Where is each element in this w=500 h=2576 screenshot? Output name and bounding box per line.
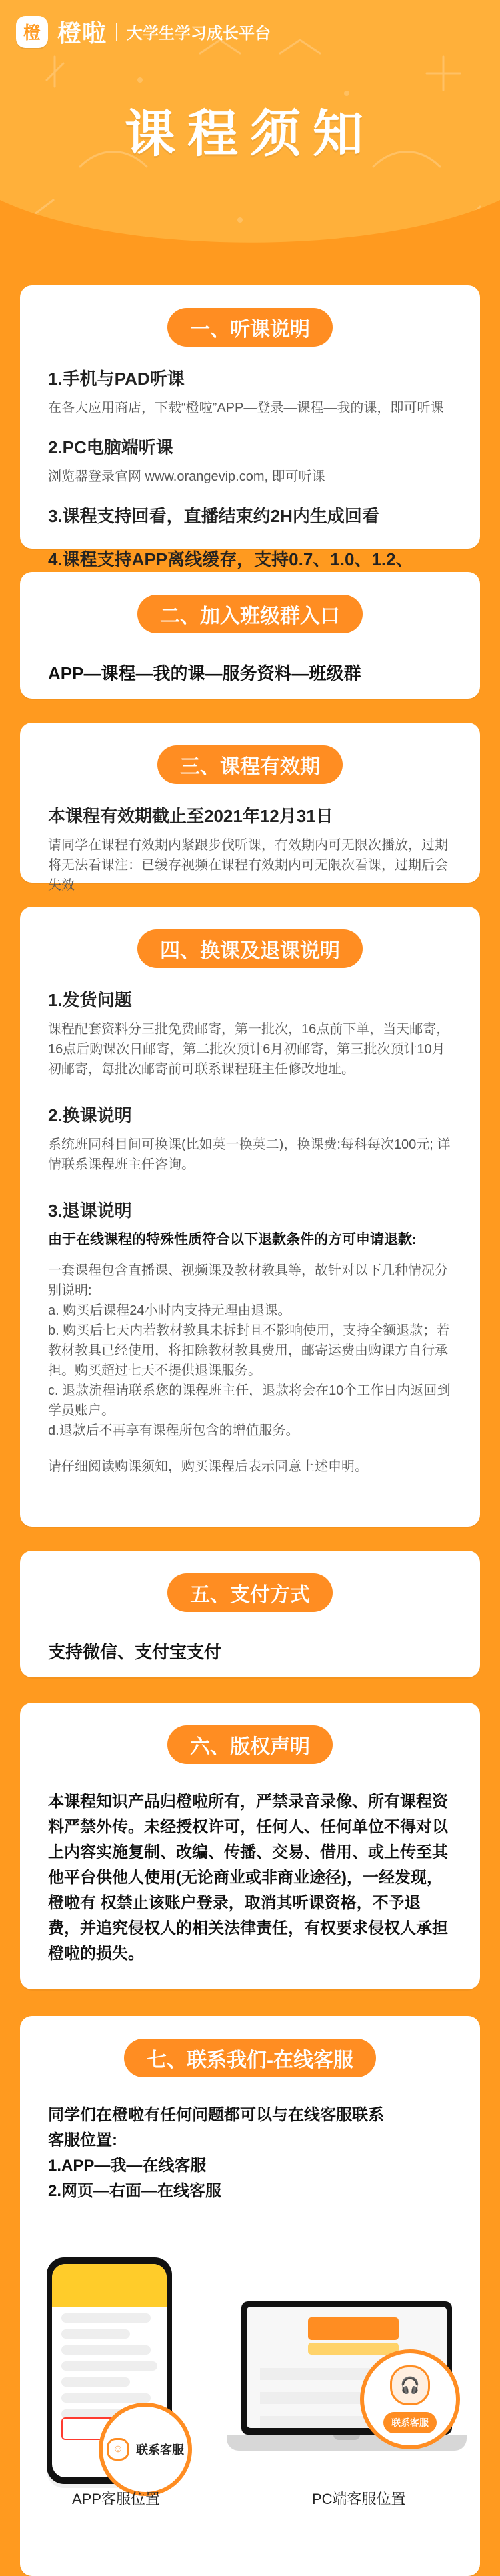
section-body-5 — [48, 1639, 452, 1665]
hero-curve — [0, 200, 500, 253]
phone-line — [61, 2393, 151, 2403]
listen-heading-2: 2.PC电脑端听课 — [48, 437, 173, 457]
contact-mockups — [20, 2249, 480, 2509]
listen-text-1: 在各大应用商店，下载“橙啦”APP—登录—课程—我的课，即可听课 — [48, 401, 444, 415]
phone-line — [61, 2313, 151, 2323]
section-title-pill-7: 七、联系我们-在线客服 — [124, 2039, 376, 2077]
section-card-2 — [20, 572, 480, 699]
listen-heading-1: 1.手机与PAD听课 — [48, 369, 185, 389]
section-title-pill-4: 四、换课及退课说明 — [137, 929, 363, 968]
page-title: 课程须知 — [125, 106, 375, 163]
section-body-6 — [48, 1789, 452, 1967]
contact-line-0: 同学们在橙啦有任何问题都可以与在线客服联系 — [48, 2106, 384, 2124]
contact-line-2: 1.APP—我—在线客服 — [48, 2157, 207, 2175]
exchange-heading: 2.换课说明 — [48, 1105, 132, 1125]
refund-line-a: a. 购买后课程24小时内支持无理由退课。 — [48, 1303, 291, 1318]
pc-service-magnifier — [360, 2349, 460, 2449]
logo-text: 橙啦 — [57, 19, 107, 47]
brand — [16, 15, 271, 49]
section-card-3 — [20, 723, 480, 893]
refund-line-0: 一套课程包含直播课、视频课及教材教具等，故针对以下几种情况分别说明: — [48, 1263, 448, 1298]
brand-subtitle: 大学生学习成长平台 — [127, 25, 271, 43]
section-title-pill-6: 六、版权声明 — [167, 1725, 333, 1764]
section-body-2 — [48, 660, 452, 687]
section-card-5 — [20, 1551, 480, 1677]
listen-heading-4: 4.课程支持APP离线缓存，支持0.7、1.0、1.2、 — [48, 549, 413, 569]
refund-subheading: 由于在线课程的特殊性质符合以下退款条件的方可申请退款: — [48, 1232, 417, 1247]
pc-service-bubble-text: 联系客服 — [383, 2412, 437, 2433]
section-body-3 — [48, 803, 452, 895]
listen-text-2: 浏览器登录官网 www.orangevip.com, 即可听课 — [48, 469, 325, 484]
headset-icon: 🎧 — [390, 2365, 430, 2405]
phone-line — [61, 2361, 157, 2371]
phone-line — [61, 2329, 130, 2339]
exchange-text: 系统班同科目间可换课(比如英一换英二)，换课费:每科每次100元; 详情联系课程班主任咨询。 — [48, 1137, 451, 1172]
section-body-1 — [48, 365, 452, 603]
shipping-text: 课程配套资料分三批免费邮寄，第一批次，16点前下单，当天邮寄，16点后购课次日邮寄，第二批次预计6月初邮寄，第三批次预计10月初邮寄，每批次邮寄前可联系课程班主任修改地址。 — [48, 1022, 450, 1077]
section-card-7 — [20, 2016, 480, 2576]
hero-banner — [0, 0, 500, 253]
section-body-7 — [48, 2103, 452, 2204]
logo-mark-icon: 橙 — [16, 16, 48, 48]
refund-heading: 3.退课说明 — [48, 1201, 132, 1221]
laptop-banner — [308, 2317, 399, 2340]
refund-line-d: d.退款后不再享有课程所包含的增值服务。 — [48, 1423, 299, 1438]
phone-top-bar — [52, 2264, 167, 2307]
copyright-text: 本课程知识产品归橙啦所有，严禁录音录像、所有课程资料严禁外传。未经授权许可，任何人、任何单位不得对以上内容实施复制、改编、传播、交易、借用、或上传至其他平台供他人使用(无论商业或非商业途径)，一经发现，橙啦有 权禁止该账户登录，取消其听课资格，不予退费，并追究侵权人的相关法律责任，有权要求侵权人承担橙啦的损失。 — [48, 1793, 448, 1963]
section-title-pill-1: 一、听课说明 — [167, 308, 333, 347]
section-title-pill-2: 二、加入班级群入口 — [137, 595, 363, 633]
shipping-heading: 1.发货问题 — [48, 990, 132, 1010]
section-card-6 — [20, 1703, 480, 1989]
phone-line — [61, 2345, 151, 2355]
validity-heading: 本课程有效期截止至2021年12月31日 — [48, 806, 333, 826]
caption-app: APP客服位置 — [72, 2491, 161, 2507]
refund-line-c: c. 退款流程请联系您的课程班主任，退款将会在10个工作日内返回到学员账户。 — [48, 1383, 451, 1418]
contact-line-3: 2.网页—右面—在线客服 — [48, 2182, 222, 2200]
brand-divider — [116, 23, 117, 41]
app-service-bubble-text: 联系客服 — [136, 2443, 184, 2457]
app-service-magnifier — [99, 2403, 192, 2496]
phone-line — [61, 2377, 130, 2387]
section-card-1 — [20, 285, 480, 569]
refund-line-b: b. 购买后七天内若教材教具未拆封且不影响使用，支持全额退款；若教材教具已经使用，将扣除教材教具费用，邮寄运费由购课方自行承担。购买超过七天不提供退课服务。 — [48, 1323, 450, 1378]
laptop-notch — [333, 2435, 360, 2440]
section-title-pill-5: 五、支付方式 — [167, 1573, 333, 1612]
listen-heading-3: 3.课程支持回看，直播结束约2H内生成回看 — [48, 506, 379, 526]
section-body-4 — [48, 987, 452, 1477]
laptop-banner2 — [308, 2343, 399, 2355]
section-title-pill-3: 三、课程有效期 — [157, 745, 343, 784]
group-entry-text: APP—课程—我的课—服务资料—班级群 — [48, 663, 361, 683]
service-smile-icon: ☺ — [107, 2438, 129, 2461]
refund-footer: 请仔细阅读购课须知，购买课程后表示同意上述申明。 — [48, 1459, 368, 1474]
payment-text: 支持微信、支付宝支付 — [48, 1642, 222, 1662]
caption-pc: PC端客服位置 — [312, 2491, 406, 2507]
section-card-4 — [20, 907, 480, 1527]
contact-line-1: 客服位置: — [48, 2131, 117, 2149]
validity-text: 请同学在课程有效期内紧跟步伐听课，有效期内可无限次播放，过期将无法看课注：已缓存视频在课程有效期内可无限次看课，过期后会失效 — [48, 838, 448, 893]
